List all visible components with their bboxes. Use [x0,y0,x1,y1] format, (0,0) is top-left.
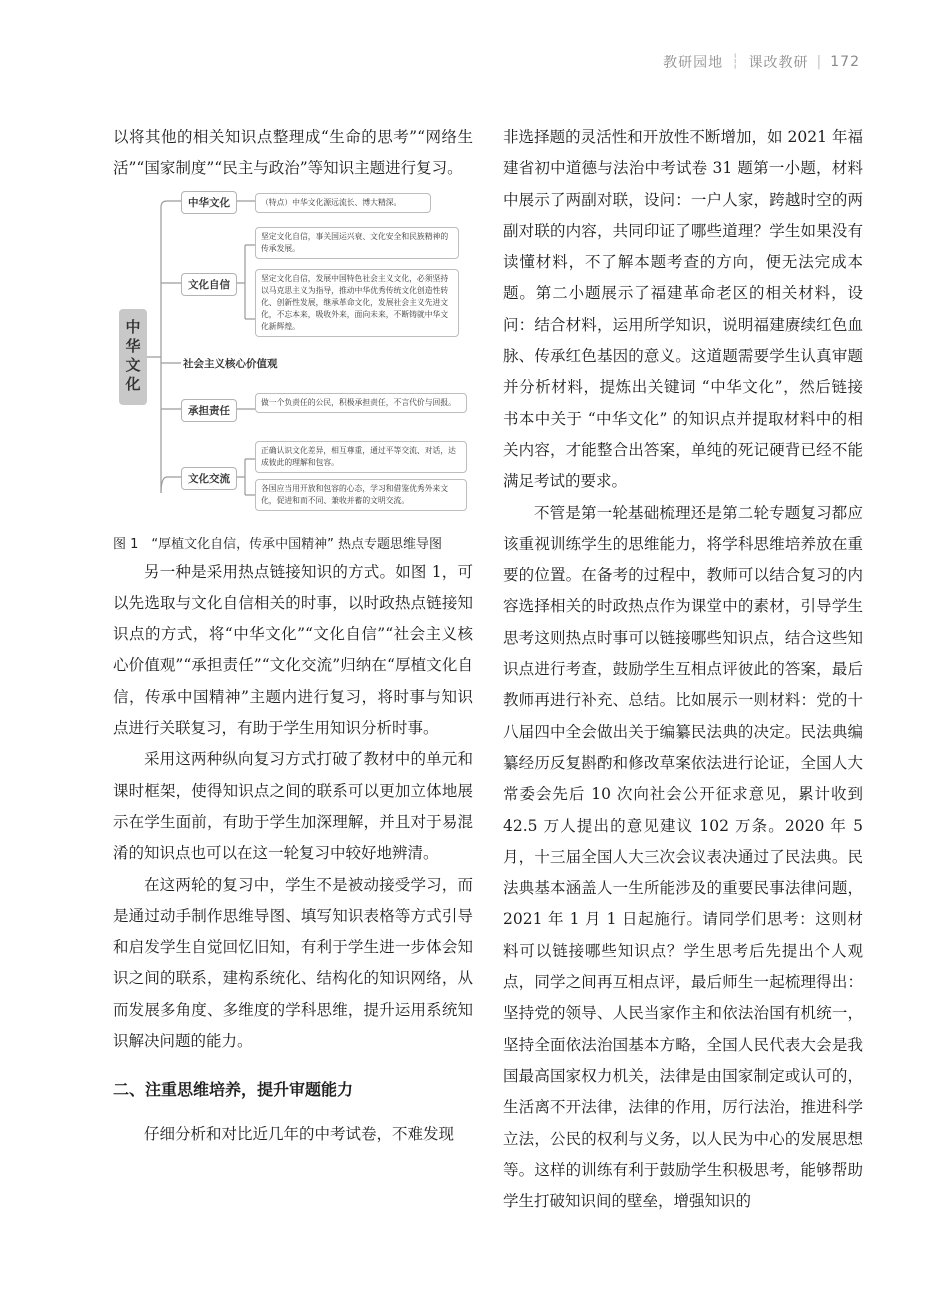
branch-responsibility: 承担责任 [181,399,237,422]
mind-map-leaf: 坚定文化自信，事关国运兴衰、文化安全和民族精神的传承发展。 [255,227,459,259]
right-column [503,122,863,1217]
running-header [663,52,860,72]
paragraph: 非选择题的灵活性和开放性不断增加，如 2021 年福建省初中道德与法治中考试卷 31 题第一小题，材料中展示了两副对联，设问：一户人家，跨越时空的两副对联的内容，共同印证了哪些道理？学生如果没有读懂材料，不了解本题考查的方向，便无法完成本题。第二小题展示了福建革命老区的相关材料，设问：结合材料，运用所学知识，说明福建赓续红色血脉、传承红色基因的意义。这道题需要学生认真审题并分析材料，提炼出关键词 “中华文化”，然后链接书本中关于 “中华文化” 的知识点并提取材料中的相关内容，才能整合出答案，单纯的死记硬背已经不能满足考试的要求。 [503,128,863,491]
paragraph: 另一种是采用热点链接知识的方式。如图 1，可以先选取与文化自信相关的时事，以时政热点链接知识点的方式，将“中华文化”“文化自信”“社会主义核心价值观”“承担责任”“文化交流”归纳在“厚植文化自信，传承中国精神”主题内进行复习，将时事与知识点进行关联复习，有助于学生用知识分析时事。 [113,562,473,738]
left-column [113,122,473,1151]
mind-map-figure [113,197,473,527]
paragraph: 在这两轮的复习中，学生不是被动接受学习，而是通过动手制作思维导图、填写知识表格等方式引导和启发学生自觉回忆旧知，有利于学生进一步体会知识之间的联系，建构系统化、结构化的知识网络，从而发展多角度、多维度的学科思维，提升运用系统知识解决问题的能力。 [113,875,473,1051]
paragraph: 仔细分析和对比近几年的中考试卷，不难发现 [144,1125,455,1144]
header-divider: ┆ [731,54,741,70]
header-section: 教研园地 [663,55,724,71]
header-divider: | [816,54,823,70]
paragraph: 不管是第一轮基础梳理还是第二轮专题复习都应该重视训练学生的思维能力，将学科思维培养放在重要的位置。在备考的过程中，教师可以结合复习的内容选择相关的时政热点作为课堂中的素材，引导学生思考这则热点时事可以链接哪些知识点，结合这些知识点进行考查，鼓励学生互相点评彼此的答案，最后教师再进行补充、总结。比如展示一则材料：党的十八届四中全会做出关于编纂民法典的决定。民法典编纂经历反复斟酌和修改草案依法进行论证，全国人大常委会先后 10 次向社会公开征求意见，累计收到 42.5 万人提出的意见建议 102 万条。2020 年 5 月，十三届全国人大三次会议表决通过了民法典。民法典基本涵盖人一生所能涉及的重要民事法律问题，2021 年 1 月 1 日起施行。请同学们思考：这则材料可以链接哪些知识点？学生思考后先提出个人观点，同学之间再互相点评，最后师生一起梳理得出：坚持党的领导、人民当家作主和依法治国有机统一，坚持全面依法治国基本方略，全国人民代表大会是我国最高国家权力机关，法律是由国家制定或认可的，生活离不开法律，法律的作用，厉行法治，推进科学立法，公民的权利与义务，以人民为中心的发展思想等。这样的训练有利于鼓励学生积极思考，能够帮助学生打破知识间的壁垒，增强知识的 [503,503,863,1211]
page-number: 172 [830,54,860,70]
mind-map-leaf: 坚定文化自信，发展中国特色社会主义文化，必须坚持以马克思主义为指导，推动中华优秀传统文化创造性转化、创新性发展，继承革命文化，发展社会主义先进文化，不忘本来，吸收外来，面向未来，不断铸就中华文化新辉煌。 [255,269,459,337]
mind-map-leaf: （特点）中华文化源远流长、博大精深。 [255,193,431,213]
branch-cultural-confidence: 文化自信 [181,273,237,296]
branch-cultural-exchange: 文化交流 [181,467,237,490]
branch-core-values: 社会主义核心价值观 [183,357,278,370]
mind-map-leaf: 正确认识文化差异，相互尊重，通过平等交流、对话，达成彼此的理解和包容。 [255,441,467,473]
figure-caption: 图 1 “厚植文化自信，传承中国精神” 热点专题思维导图 [113,536,443,552]
branch-chinese-culture: 中华文化 [181,191,237,214]
paragraph: 以将其他的相关知识点整理成“生命的思考”“网络生活”“国家制度”“民主与政治”等知识主题进行复习。 [113,128,473,178]
mind-map-center: 中华文化 [119,309,147,405]
section-heading: 二、注重思维培养，提升审题能力 [113,1080,354,1100]
header-subsection: 课改教研 [748,55,809,71]
mind-map-leaf: 各国应当用开放和包容的心态，学习和借鉴优秀外来文化，促进和而不同、兼收并蓄的文明交流。 [255,479,467,511]
mind-map-leaf: 做一个负责任的公民，积极承担责任，不言代价与回报。 [255,393,467,413]
paragraph: 采用这两种纵向复习方式打破了教材中的单元和课时框架，使得知识点之间的联系可以更加立体地展示在学生面前，有助于学生加深理解，并且对于易混淆的知识点也可以在这一轮复习中较好地辨清。 [113,750,473,863]
